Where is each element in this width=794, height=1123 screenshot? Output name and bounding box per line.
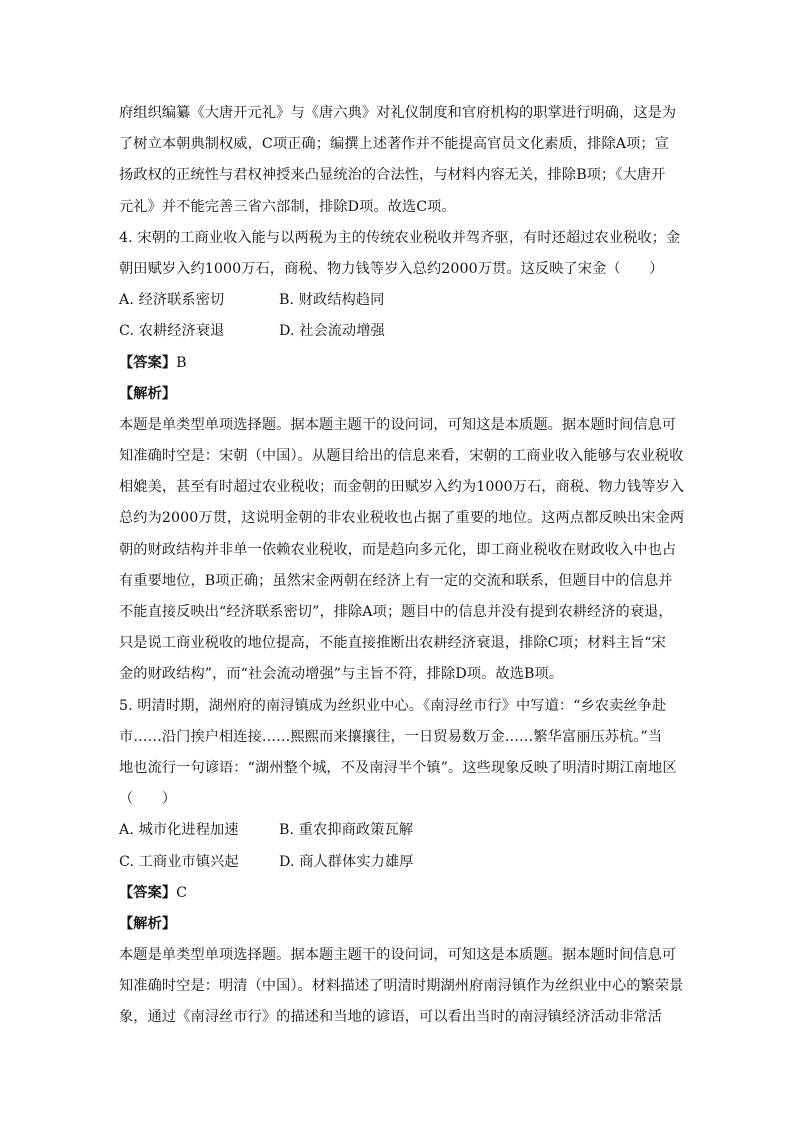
option-d: D. 商人群体实力雄厚 xyxy=(279,853,414,870)
option-d: D. 社会流动增强 xyxy=(279,323,385,340)
question-stem-line: 地也流行一句谚语：“湖州整个城，不及南浔半个镇”。这些现象反映了明清时期江南地区 xyxy=(119,759,677,776)
question-stem-line: 朝田赋岁入约1000万石，商税、物力钱等岁入总约2000万贯。这反映了宋金（ ） xyxy=(119,260,664,277)
analysis-line: 金的财政结构”，而“社会流动增强”与主旨不符，排除D项。故选B项。 xyxy=(119,666,564,683)
analysis-line: 只是说工商业税收的地位提高，不能直接推断出农耕经济衰退，排除C项；材料主旨“宋 xyxy=(119,635,666,652)
option-b: B. 财政结构趋同 xyxy=(279,292,385,309)
analysis-line: 朝的财政结构并非单一依赖农业税收，而是趋向多元化，即工商业税收在财政收入中也占 xyxy=(119,541,677,558)
option-c: C. 农耕经济衰退 xyxy=(119,323,225,340)
analysis-line: 相媲美，甚至有时超过农业税收；而金朝的田赋岁入约为1000万石，商税、物力钱等岁入 xyxy=(119,479,685,496)
analysis-line: 本题是单类型单项选择题。据本题主题干的设问词，可知这是本质题。据本题时间信息可 xyxy=(119,416,677,433)
analysis-label: 【解析】 xyxy=(119,385,177,402)
text-line: 府组织编纂《大唐开元礼》与《唐六典》对礼仪制度和官府机构的职掌进行明确，这是为 xyxy=(119,105,677,121)
option-a: A. 城市化进程加速 xyxy=(119,822,239,839)
text-line: 扬政权的正统性与君权神授来凸显统治的合法性，与材料内容无关，排除B项；《大唐开 xyxy=(119,167,666,184)
document-page xyxy=(119,98,685,1034)
option-row xyxy=(119,847,679,878)
analysis-heading xyxy=(119,909,679,940)
option-row xyxy=(119,285,679,316)
answer-line xyxy=(119,348,679,379)
answer-value: B xyxy=(176,354,187,371)
analysis-line: 有重要地位，B项正确；虽然宋金两朝在经济上有一定的交流和联系，但题目中的信息并 xyxy=(119,572,673,589)
question-stem-line: （ ） xyxy=(119,791,177,808)
question-stem-line: 市……沿门挨户相连接……熙熙而来攘攘往，一日贸易数万金……繁华富丽压苏杭。”当 xyxy=(119,728,663,745)
answer-label: 【答案】 xyxy=(119,884,177,901)
analysis-line: 知准确时空是：宋朝（中国）。从题目给出的信息来看，宋朝的工商业收入能够与农业税收 xyxy=(119,448,684,465)
option-a: A. 经济联系密切 xyxy=(119,292,225,309)
q3-analysis-tail xyxy=(119,98,679,223)
analysis-line: 知准确时空是：明清（中国）。材料描述了明清时期湖州府南浔镇作为丝织业中心的繁荣景 xyxy=(119,978,684,995)
analysis-heading xyxy=(119,379,679,410)
question-stem-line: 5. 明清时期，湖州府的南浔镇成为丝织业中心。《南浔丝市行》中写道：“乡农卖丝争赴 xyxy=(119,697,667,714)
analysis-line: 象，通过《南浔丝市行》的描述和当地的谚语，可以看出当时的南浔镇经济活动非常活 xyxy=(119,1009,662,1026)
analysis-line: 不能直接反映出“经济联系密切”，排除A项；题目中的信息并没有提到农耕经济的衰退， xyxy=(119,604,673,620)
analysis-line: 本题是单类型单项选择题。据本题主题干的设问词，可知这是本质题。据本题时间信息可 xyxy=(119,947,677,964)
question-5 xyxy=(119,691,684,1034)
question-stem-line: 4. 宋朝的工商业收入能与以两税为主的传统农业税收并驾齐驱，有时还超过农业税收；金 xyxy=(119,229,681,246)
question-4 xyxy=(119,223,685,691)
option-b: B. 重农抑商政策瓦解 xyxy=(279,822,414,839)
option-row xyxy=(119,316,679,347)
answer-line xyxy=(119,878,679,909)
answer-label: 【答案】 xyxy=(119,354,177,371)
option-c: C. 工商业市镇兴起 xyxy=(119,853,239,870)
analysis-line: 总约为2000万贯，这说明金朝的非农业税收也占据了重要的地位。这两点都反映出宋金两 xyxy=(119,510,685,527)
text-line: 元礼》并不能完善三省六部制，排除D项。故选C项。 xyxy=(119,198,456,215)
analysis-label: 【解析】 xyxy=(119,915,177,932)
option-row xyxy=(119,815,679,846)
answer-value: C xyxy=(176,884,188,901)
text-line: 了树立本朝典制权威，C项正确；编撰上述著作并不能提高官员文化素质，排除A项；宣 xyxy=(119,136,669,153)
